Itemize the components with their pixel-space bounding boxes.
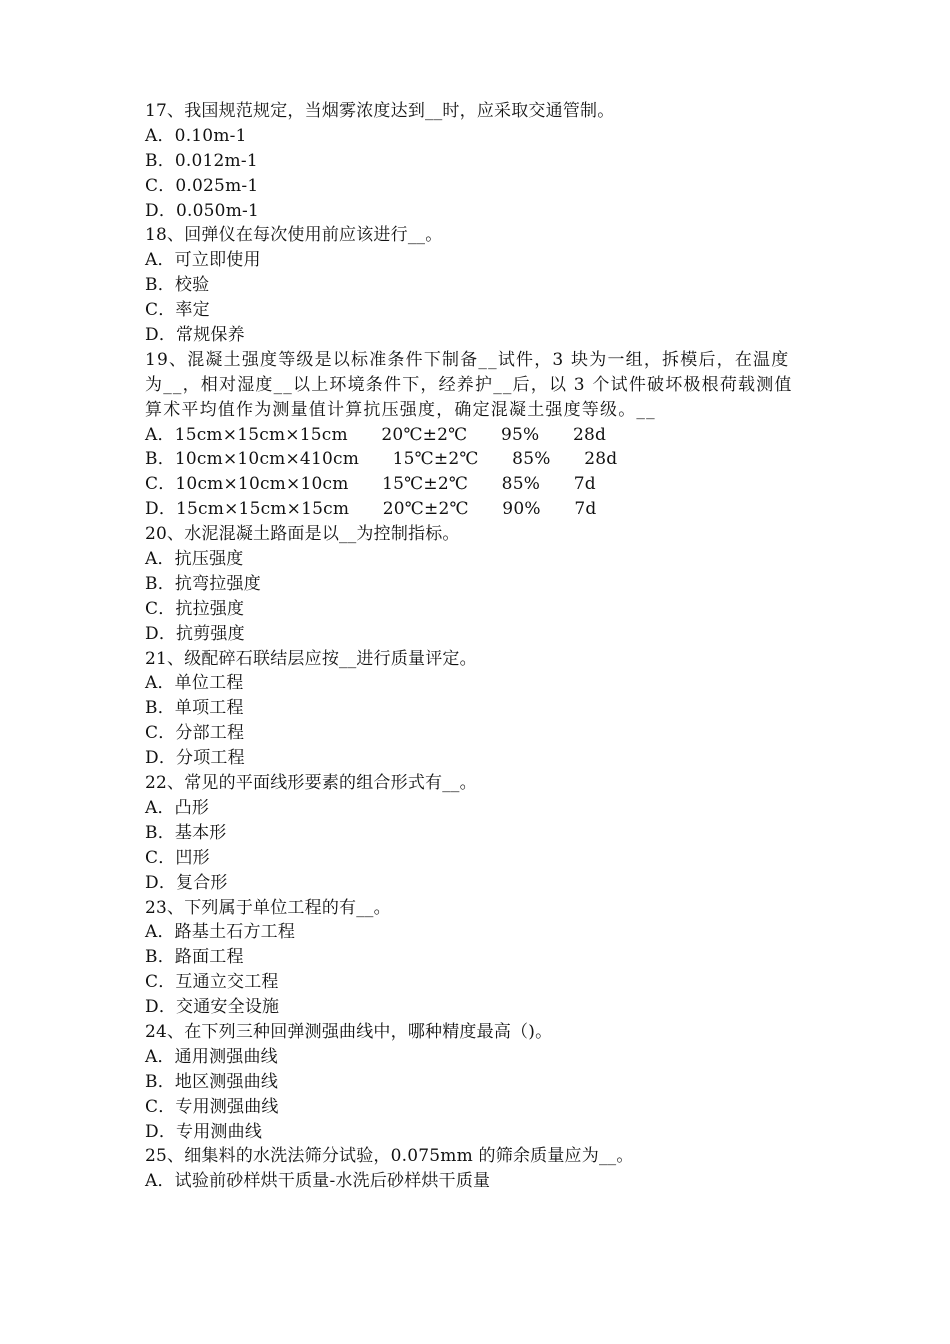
option-d: D．交通安全设施 bbox=[145, 997, 280, 1018]
question-stem: 17、我国规范规定，当烟雾浓度达到__时，应采取交通管制。 bbox=[145, 101, 615, 121]
option-d: D．专用测曲线 bbox=[145, 1121, 263, 1142]
option-d: D．分项工程 bbox=[145, 748, 245, 769]
question-20 bbox=[145, 522, 815, 646]
option-c: C．凹形 bbox=[145, 847, 210, 868]
option-c: C．0.025m-1 bbox=[145, 175, 259, 196]
option-a: A．凸形 bbox=[145, 797, 210, 818]
question-19 bbox=[145, 348, 815, 522]
option-a: A．单位工程 bbox=[145, 673, 244, 694]
option-b: B．地区测强曲线 bbox=[145, 1071, 279, 1092]
question-stem-line: 为__，相对湿度__以上环境条件下，经养护__后，以 3 个试件破坏极根荷载测值 bbox=[145, 374, 793, 395]
question-stem bbox=[145, 348, 815, 423]
question-stem-line: 算术平均值作为测量值计算抗压强度，确定混凝土强度等级。__ bbox=[145, 399, 656, 420]
option-a: A．抗压强度 bbox=[145, 549, 244, 570]
option-a: A．路基土石方工程 bbox=[145, 922, 296, 943]
option-a: A．通用测强曲线 bbox=[145, 1046, 278, 1067]
question-23 bbox=[145, 896, 815, 1020]
option-b: B．10cm×10cm×410cm 15℃±2℃ 85% 28d bbox=[145, 449, 618, 470]
question-stem: 22、常见的平面线形要素的组合形式有__。 bbox=[145, 773, 477, 794]
question-stem: 25、细集料的水洗法筛分试验，0.075mm 的筛余质量应为__。 bbox=[145, 1146, 634, 1167]
option-c: C．抗拉强度 bbox=[145, 598, 245, 619]
option-b: B．抗弯拉强度 bbox=[145, 573, 261, 594]
option-c: C．10cm×10cm×10cm 15℃±2℃ 85% 7d bbox=[145, 474, 596, 495]
option-b: B．0.012m-1 bbox=[145, 150, 258, 171]
option-b: B．校验 bbox=[145, 275, 210, 296]
option-b: B．单项工程 bbox=[145, 698, 244, 719]
option-a: A．0.10m-1 bbox=[145, 125, 247, 146]
question-stem: 24、在下列三种回弹测强曲线中，哪种精度最高（)。 bbox=[145, 1021, 553, 1042]
question-17 bbox=[145, 99, 815, 223]
question-18 bbox=[145, 223, 815, 347]
option-a: A．试验前砂样烘干质量-水洗后砂样烘干质量 bbox=[145, 1171, 491, 1192]
option-d: D．复合形 bbox=[145, 872, 228, 893]
option-b: B．路面工程 bbox=[145, 947, 244, 968]
option-d: D．抗剪强度 bbox=[145, 623, 245, 644]
question-22 bbox=[145, 771, 815, 895]
question-stem: 21、级配碎石联结层应按__进行质量评定。 bbox=[145, 648, 477, 669]
question-21 bbox=[145, 647, 815, 771]
option-a: A．15cm×15cm×15cm 20℃±2℃ 95% 28d bbox=[145, 424, 607, 445]
question-stem: 23、下列属于单位工程的有__。 bbox=[145, 897, 391, 918]
option-d: D．15cm×15cm×15cm 20℃±2℃ 90% 7d bbox=[145, 499, 597, 520]
option-c: C．专用测强曲线 bbox=[145, 1096, 279, 1117]
option-d: D．常规保养 bbox=[145, 325, 245, 346]
question-stem: 20、水泥混凝土路面是以__为控制指标。 bbox=[145, 524, 460, 545]
option-c: C．互通立交工程 bbox=[145, 972, 279, 993]
option-d: D．0.050m-1 bbox=[145, 200, 259, 221]
question-24 bbox=[145, 1020, 815, 1144]
option-a: A．可立即使用 bbox=[145, 250, 261, 271]
question-stem-line: 19、混凝土强度等级是以标准条件下制备__试件，3 块为一组，拆模后，在温度 bbox=[145, 349, 790, 370]
question-list bbox=[145, 99, 815, 1194]
option-c: C．分部工程 bbox=[145, 723, 245, 744]
option-b: B．基本形 bbox=[145, 822, 227, 843]
question-25 bbox=[145, 1144, 815, 1194]
option-c: C．率定 bbox=[145, 300, 210, 321]
question-stem: 18、回弹仪在每次使用前应该进行__。 bbox=[145, 225, 443, 246]
